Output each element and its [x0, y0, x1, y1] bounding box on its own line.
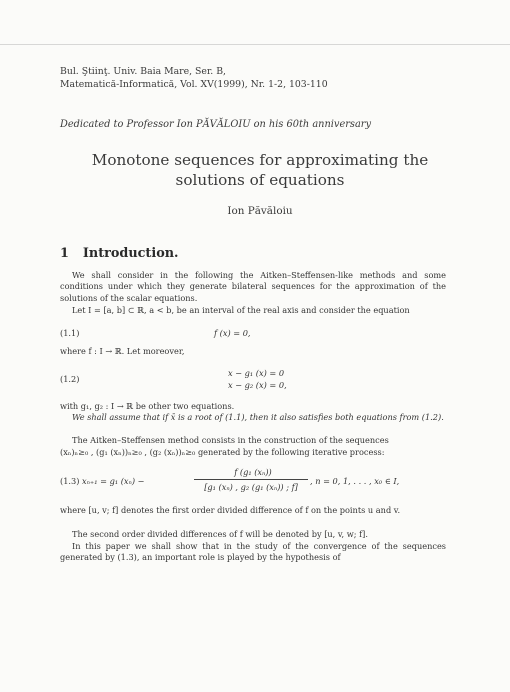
equation-2-label: (1.2): [60, 374, 80, 384]
fraction-bar: [194, 479, 308, 480]
paragraph-1: We shall consider in the following the Aitken–Steffensen-like methods and some conditions under which they generate bilateral sequences for the approximation of the solutions of the scalar equations.: [60, 270, 446, 303]
equation-1-label: (1.1): [60, 328, 80, 338]
paragraph-2: Let I = [a, b] ⊂ ℝ, a < b, be an interval of the real axis and consider the equation: [72, 305, 410, 315]
section-number: 1: [60, 246, 69, 261]
equation-3-label: (1.3): [60, 476, 80, 486]
scan-edge-line: [0, 44, 510, 45]
equation-3-tail: , n = 0, 1, . . . , x₀ ∈ I,: [310, 476, 400, 486]
paragraph-8: The second order divided differences of f will be denoted by [u, v, w; f].: [72, 529, 368, 539]
dedication: Dedicated to Professor Ion PĂVĂLOIU on his 60th anniversary: [60, 119, 372, 130]
paragraph-7: where [u, v; f] denotes the first order divided difference of f on the points u and v.: [60, 505, 401, 515]
equation-3-lhs: xₙ₊₁ = g₁ (xₙ) −: [82, 476, 145, 486]
equation-1: f (x) = 0,: [214, 328, 251, 338]
paragraph-6-line-2: (xₙ)ₙ≥₀ , (g₁ (xₙ))ₙ≥₀ , (g₂ (xₙ))ₙ≥₀ generated by the following iterative process:: [60, 447, 385, 457]
equation-2-line-1: x − g₁ (x) = 0: [228, 368, 285, 378]
paper-title: [60, 150, 460, 190]
equation-3-numerator: f (g₁ (xₙ)): [234, 467, 272, 477]
author-name: Ion Păvăloiu: [227, 205, 293, 217]
equation-2-line-2: x − g₂ (x) = 0,: [228, 380, 287, 390]
paragraph-9: In this paper we shall show that in the study of the convergence of the sequences generated by (1.3), an important role is played by the hypothesis of: [60, 541, 446, 563]
title-line-2: solutions of equations: [175, 171, 345, 189]
paragraph-4: with g₁, g₂ : I → ℝ be other two equations.: [60, 401, 235, 411]
title-line-1: Monotone sequences for approximating the: [91, 151, 429, 169]
journal-header: Bul. Ştiinţ. Univ. Baia Mare, Ser. B,: [60, 66, 226, 77]
equation-3-denominator: [g₁ (xₙ) , g₂ (g₁ (xₙ)) ; f]: [204, 482, 298, 492]
journal-volume: Matematică-Informatică, Vol. XV(1999), Nr. 1-2, 103-110: [60, 79, 328, 90]
section-heading: [60, 246, 179, 261]
paragraph-5: We shall assume that if x̄ is a root of (1.1), then it also satisfies both equations from (1.2).: [72, 412, 444, 422]
paragraph-3: where f : I → ℝ. Let moreover,: [60, 346, 185, 356]
paragraph-6-line-1: The Aitken–Steffensen method consists in the construction of the sequences: [72, 435, 389, 445]
section-title: Introduction.: [82, 246, 179, 261]
